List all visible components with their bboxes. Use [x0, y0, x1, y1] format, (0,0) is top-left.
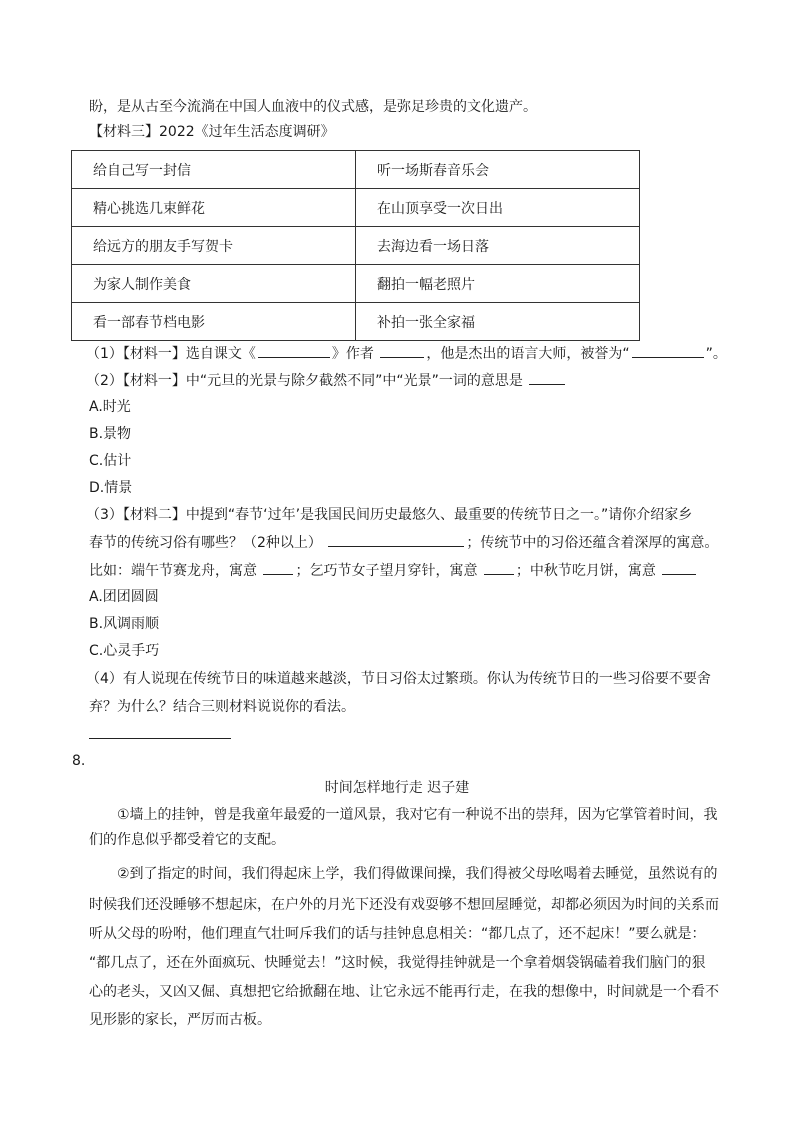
q1-blank-title2[interactable] [632, 343, 704, 358]
q1-text-c: ，他是杰出的语言大师，被誉为“ [426, 346, 630, 362]
q4-line-1: （4）有人说现在传统节日的味道越来越淡，节日习俗太过繁琐。你认为传统节日的一些习俗要不要舍 [86, 671, 711, 687]
question-number: 8. [72, 753, 86, 769]
table-cell: 精心挑选几束鲜花 [72, 189, 356, 227]
passage-p2-line: 听从父母的吩咐，他们理直气壮呵斥我们的话与挂钟息息相关：“都几点了，还不起床！”要么就是： [89, 926, 706, 942]
table-cell: 去海边看一场日落 [356, 227, 640, 265]
q1-text-d: ”。 [705, 346, 727, 362]
question-1 [86, 343, 727, 364]
passage-title: 时间怎样地行走 迟子建 [324, 780, 470, 796]
material3-heading: 【材料三】2022《过年生活态度调研》 [89, 124, 335, 140]
q3-line2-text-b: ；传统节中的习俗还蕴含着深厚的寓意。 [466, 535, 719, 551]
passage-p1-line: 们的作息似乎都受着它的支配。 [89, 832, 285, 848]
table-row [72, 303, 640, 341]
question-2 [86, 370, 567, 391]
q2-option-c[interactable]: C.估计 [89, 453, 132, 469]
passage-p2-line: “都几点了，还在外面疯玩、快睡觉去！”这时候，我觉得挂钟就是一个拿着烟袋锅磕着我们脑门的狠 [89, 955, 706, 971]
survey-table [71, 150, 640, 341]
table-cell: 补拍一张全家福 [356, 303, 640, 341]
passage-p2-line: 见形影的家长，严厉而古板。 [89, 1012, 271, 1028]
q3-line-1: （3）【材料二】中提到“春节‘过年’是我国民间历史最悠久、最重要的传统节日之一。”请你介绍家乡 [86, 507, 693, 523]
intro-line: 盼，是从古至今流淌在中国人血液中的仪式感，是弥足珍贵的文化遗产。 [89, 99, 537, 115]
q4-answer-line[interactable] [89, 738, 231, 739]
q2-stem: （2）【材料一】中“元旦的光景与除夕截然不同”中“光景”一词的意思是 [86, 373, 523, 389]
q3-blank-dragonboat[interactable] [263, 560, 293, 575]
table-cell: 翻拍一幅老照片 [356, 265, 640, 303]
q3-blank-customs[interactable] [328, 532, 464, 547]
table-cell: 给自己写一封信 [72, 151, 356, 189]
q3-blank-midautumn[interactable] [662, 560, 696, 575]
q2-blank[interactable] [529, 370, 565, 385]
table-row [72, 265, 640, 303]
table-cell: 为家人制作美食 [72, 265, 356, 303]
table-cell: 在山顶享受一次日出 [356, 189, 640, 227]
q1-blank-author[interactable] [380, 343, 424, 358]
q2-option-a[interactable]: A.时光 [89, 399, 131, 415]
q1-blank-title[interactable] [258, 343, 330, 358]
table-cell: 给远方的朋友手写贺卡 [72, 227, 356, 265]
passage-p2-line: ②到了指定的时间，我们得起床上学，我们得做课间操，我们得被父母吆喝着去睡觉，虽然说有的 [117, 866, 718, 882]
q3-line3-text-c: ；中秋节吃月饼，寓意 [515, 563, 656, 579]
q3-line2-text-a: 春节的传统习俗有哪些？（2种以上） [89, 535, 322, 551]
q3-line3-text-b: ；乞巧节女子望月穿针，寓意 [295, 563, 478, 579]
q2-option-d[interactable]: D.情景 [89, 480, 133, 496]
table-row [72, 189, 640, 227]
q3-option-c[interactable]: C.心灵手巧 [89, 643, 160, 659]
table-row [72, 151, 640, 189]
passage-p2-line: 心的老头，又凶又倔、真想把它给掀翻在地、让它永远不能再行走，在我的想像中，时间就是一个看不 [89, 984, 719, 1000]
q3-line-3 [89, 560, 698, 581]
passage-p1-line: ①墙上的挂钟，曾是我童年最爱的一道风景，我对它有一种说不出的崇拜，因为它掌管着时间，我 [117, 807, 718, 823]
q2-option-b[interactable]: B.景物 [89, 426, 132, 442]
passage-p2-line: 时候我们还没睡够不想起床，在户外的月光下还没有戏耍够不想回屋睡觉，却都必须因为时间的关系而 [89, 897, 719, 913]
q3-line3-text-a: 比如：端午节赛龙舟，寓意 [89, 563, 257, 579]
q3-option-a[interactable]: A.团团圆圆 [89, 589, 159, 605]
table-cell: 看一部春节档电影 [72, 303, 356, 341]
q4-line-2: 弃？为什么？结合三则材料说说你的看法。 [89, 699, 355, 715]
q3-option-b[interactable]: B.风调雨顺 [89, 616, 160, 632]
table-cell: 听一场斯春音乐会 [356, 151, 640, 189]
q3-line-2 [89, 532, 718, 553]
q3-blank-qiqiao[interactable] [484, 560, 514, 575]
table-row [72, 227, 640, 265]
q1-text-a: （1）【材料一】选自课文《 [86, 346, 256, 362]
q1-text-b: 》作者 [331, 346, 374, 362]
